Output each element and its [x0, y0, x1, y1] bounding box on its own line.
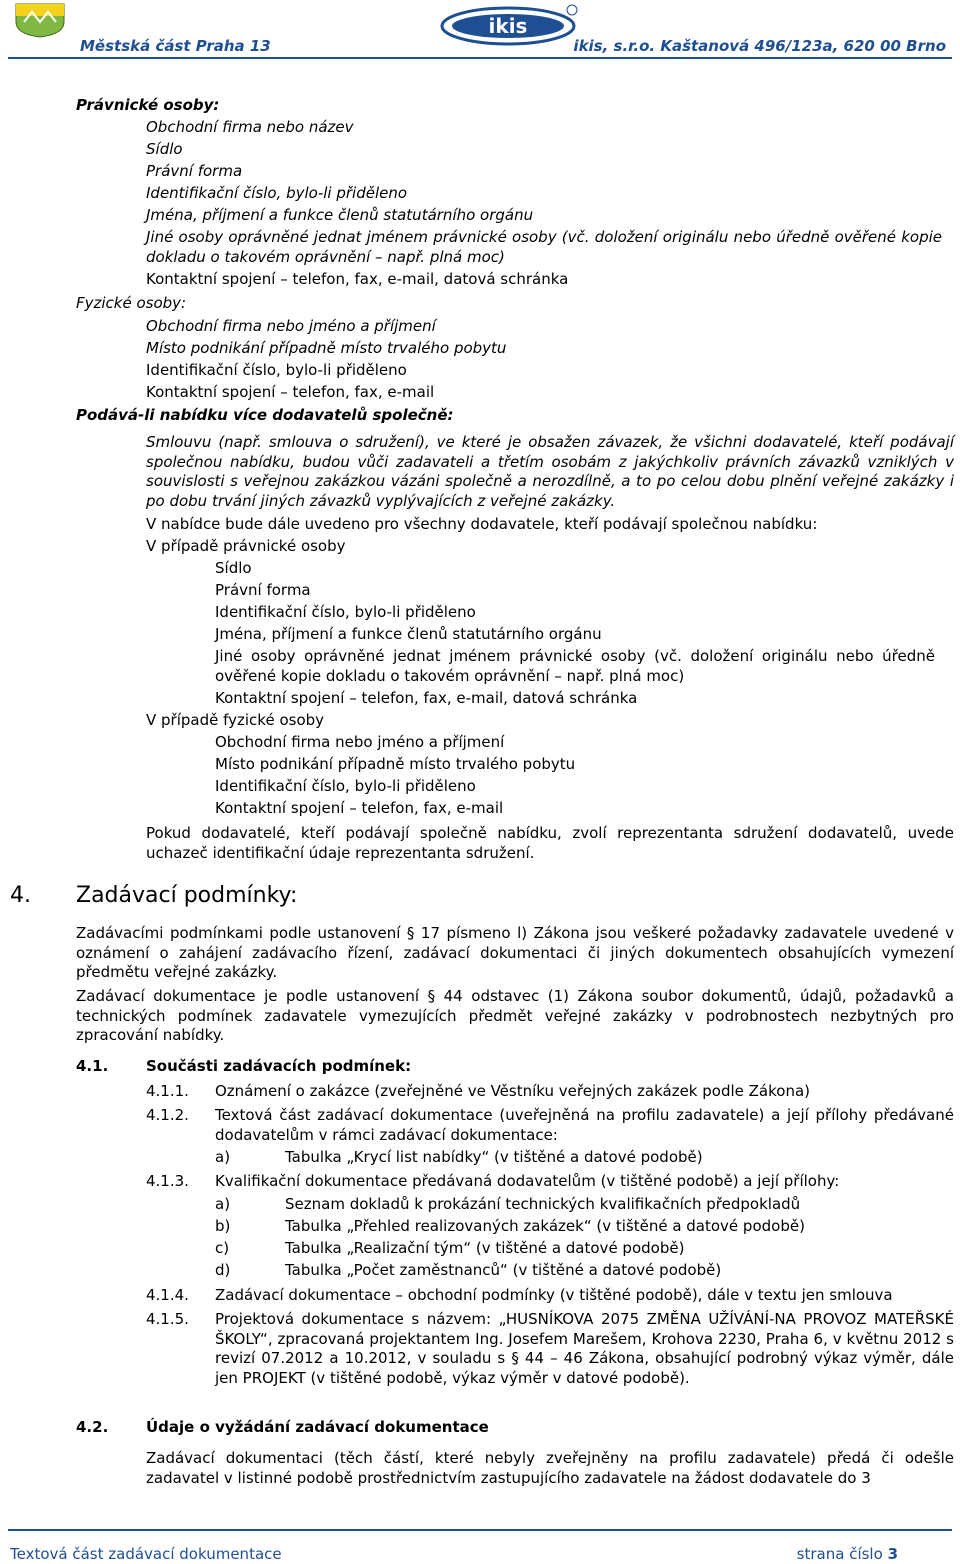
municipality-crest-icon	[14, 2, 66, 38]
legal-other: Jiné osoby oprávněné jednat jménem právnické osoby (vč. doložení originálu nebo úředně ověřené kopie dokladu o takovém oprávnění – např. plná moc)	[146, 228, 942, 266]
joint-paragraph: Smlouvu (např. smlouva o sdružení), ve které je obsažen závazek, že všichni dodavatelé, kteří podávají společnou nabídku, budou vůči zadavateli a třetím osobám z jakýchkoliv právních závazků vzniklých v souvislosti s veřejnou zakázkou vázáni společně a nerozdílně, a to po celou dobu plnění veřejné zakázky i po dobu trvání jiných závazků vyplývajících z veřejné zakázky.	[146, 433, 954, 510]
sub-text: Tabulka „Realizační tým“ (v tištěné a datové podobě)	[285, 1239, 685, 1257]
joint-intro: V nabídce bude dále uvedeno pro všechny dodavatele, kteří podávají společnou nabídku:	[146, 515, 818, 533]
subsection-number: 4.2.	[76, 1418, 109, 1436]
ikis-logo-icon	[440, 2, 580, 46]
footer-page-label	[797, 1545, 898, 1563]
section-title: Zadávací podmínky:	[76, 883, 298, 908]
sub-letter: c)	[215, 1239, 230, 1257]
item-number: 4.1.4.	[146, 1286, 189, 1304]
footer-page-number: 3	[887, 1545, 898, 1563]
list-item: Kontaktní spojení – telefon, fax, e-mail	[215, 799, 504, 817]
list-item: Kontaktní spojení – telefon, fax, e-mail	[146, 383, 435, 401]
section-paragraph: Zadávacími podmínkami podle ustanovení § 17 písmeno l) Zákona jsou veškeré požadavky zadavatele uvedené v oznámení o zahájení zadávacího řízení, zadávací dokumentaci či jiných dokumentech obsahujících vymezení předmětu veřejné zakázky.	[76, 924, 954, 981]
joint-closing: Pokud dodavatelé, kteří podávají společně nabídku, zvolí reprezentanta sdružení dodavatelů, uvede uchazeč identifikační údaje reprezentanta sdružení.	[146, 824, 954, 862]
list-item: Identifikační číslo, bylo-li přiděleno	[215, 603, 476, 621]
list-item: Právní forma	[146, 162, 243, 180]
subsection-paragraph: Zadávací dokumentaci (těch částí, které nebyly zveřejněny na profilu zadavatele) předá či odešle zadavatel v listinné podobě prostřednictvím zastupujícího zadavatele na žádost dodavatele do 3	[146, 1449, 954, 1487]
joint-legal-label: V případě právnické osoby	[146, 537, 346, 555]
item-number: 4.1.5.	[146, 1310, 189, 1328]
list-item: Obchodní firma nebo jméno a příjmení	[146, 317, 436, 335]
subsection-number: 4.1.	[76, 1057, 109, 1075]
joint-legal-other: Jiné osoby oprávněné jednat jménem právnické osoby (vč. doložení originálu nebo úředně ověřené kopie dokladu o takovém oprávnění – např. plná moc)	[215, 647, 935, 685]
section-number: 4.	[10, 883, 31, 908]
sub-text: Tabulka „Krycí list nabídky“ (v tištěné a datové podobě)	[285, 1148, 703, 1166]
header-company: ikis, s.r.o. Kaštanová 496/123a, 620 00 Brno	[573, 37, 946, 55]
list-item: Místo podnikání případně místo trvalého pobytu	[215, 755, 576, 773]
header-divider	[8, 57, 952, 59]
legal-contact: Kontaktní spojení – telefon, fax, e-mail, datová schránka	[146, 270, 569, 288]
joint-legal-contact: Kontaktní spojení – telefon, fax, e-mail, datová schránka	[215, 689, 638, 707]
page-header	[0, 0, 960, 56]
sub-letter: a)	[215, 1195, 231, 1213]
joint-heading: Podává-li nabídku více dodavatelů společně:	[76, 406, 454, 424]
list-item: Jména, příjmení a funkce členů statutárního orgánu	[146, 206, 534, 224]
item-text: Zadávací dokumentace – obchodní podmínky (v tištěné podobě), dále v textu jen smlouva	[215, 1286, 893, 1304]
list-item: Obchodní firma nebo název	[146, 118, 354, 136]
sub-letter: d)	[215, 1261, 231, 1279]
list-item: Místo podnikání případně místo trvalého pobytu	[146, 339, 507, 357]
list-item: Sídlo	[146, 140, 183, 158]
section-paragraph: Zadávací dokumentace je podle ustanovení § 44 odstavec (1) Zákona soubor dokumentů, údajů, požadavků a technických podmínek zadavatele vymezujících předmět veřejné zakázky v podrobnostech nezbytných pro zpracování nabídky.	[76, 987, 954, 1044]
list-item: Obchodní firma nebo jméno a příjmení	[215, 733, 505, 751]
footer-page-text: strana číslo	[796, 1545, 883, 1563]
footer-divider	[8, 1529, 952, 1531]
sub-letter: b)	[215, 1217, 231, 1235]
item-text: Kvalifikační dokumentace předávaná dodavatelům (v tištěné podobě) a její přílohy:	[215, 1172, 840, 1190]
item-text: Oznámení o zakázce (zveřejněné ve Věstníku veřejných zakázek podle Zákona)	[215, 1082, 810, 1100]
item-text: Projektová dokumentace s názvem: „HUSNÍKOVA 2075 ZMĚNA UŽÍVÁNÍ-NA PROVOZ MATEŘSKÉ ŠKOLY“, zpracovaná projektantem Ing. Josefem Marešem, Krohova 2230, Praha 6, v květnu 2012 s revizí 07.2012 a 10.2012, v souladu s § 44 – 46 Zákona, obsahující podrobný výkaz výměr, dále jen PROJEKT (v tištěné podobě, výkaz výměr v datové podobě).	[215, 1310, 954, 1387]
sub-text: Tabulka „Přehled realizovaných zakázek“ (v tištěné a datové podobě)	[285, 1217, 805, 1235]
list-item: Identifikační číslo, bylo-li přiděleno	[146, 361, 407, 379]
sub-text: Tabulka „Počet zaměstnanců“ (v tištěné a datové podobě)	[285, 1261, 722, 1279]
sub-letter: a)	[215, 1148, 231, 1166]
header-municipality: Městská část Praha 13	[80, 37, 271, 55]
list-item: Sídlo	[215, 559, 252, 577]
legal-heading: Právnické osoby:	[76, 96, 220, 114]
item-text: Textová část zadávací dokumentace (uveřejněná na profilu zadavatele) a její přílohy předávané dodavatelům v rámci zadávací dokumentace:	[215, 1106, 954, 1144]
list-item: Právní forma	[215, 581, 311, 599]
list-item: Identifikační číslo, bylo-li přiděleno	[146, 184, 408, 202]
footer-document-title: Textová část zadávací dokumentace	[10, 1545, 282, 1563]
sub-text: Seznam dokladů k prokázání technických kvalifikačních předpokladů	[285, 1195, 801, 1213]
joint-natural-label: V případě fyzické osoby	[146, 711, 325, 729]
list-item: Identifikační číslo, bylo-li přiděleno	[215, 777, 476, 795]
subsection-title: Údaje o vyžádání zadávací dokumentace	[146, 1418, 489, 1436]
item-number: 4.1.3.	[146, 1172, 189, 1190]
subsection-title: Součásti zadávacích podmínek:	[146, 1057, 412, 1075]
item-number: 4.1.1.	[146, 1082, 189, 1100]
natural-heading: Fyzické osoby:	[76, 294, 187, 312]
item-number: 4.1.2.	[146, 1106, 189, 1124]
list-item: Jména, příjmení a funkce členů statutárního orgánu	[215, 625, 602, 643]
ikis-logo-text: ikis	[488, 14, 528, 38]
